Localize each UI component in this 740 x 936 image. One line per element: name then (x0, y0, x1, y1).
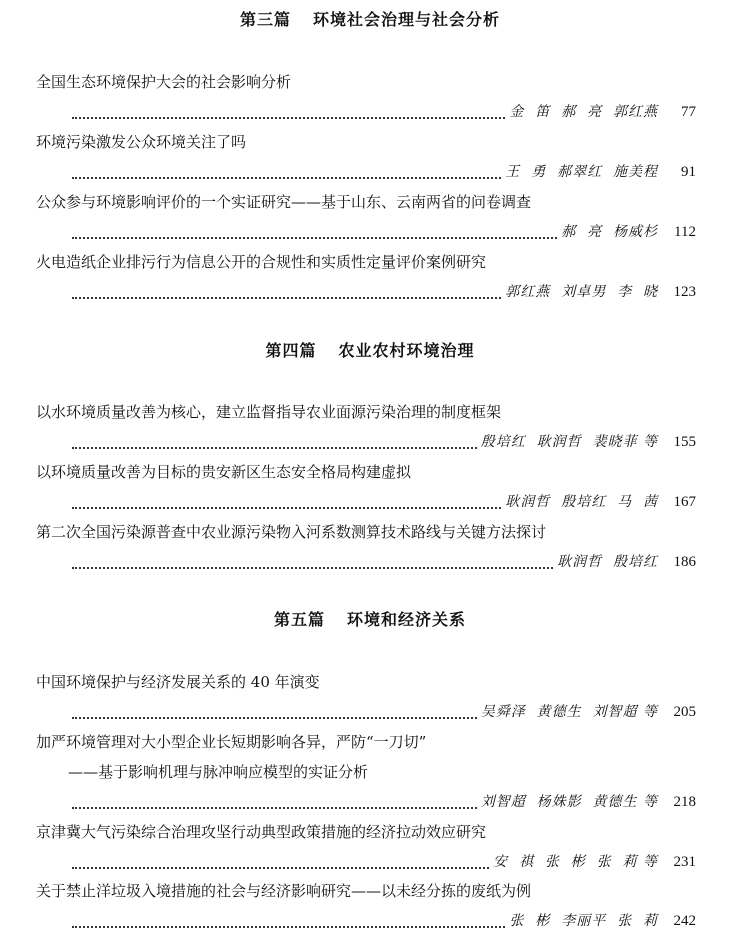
toc-entry[interactable] (36, 727, 696, 817)
section-name: 环境社会治理与社会分析 (313, 10, 501, 29)
entry-title[interactable]: 环境污染激发公众环境关注了吗 (36, 133, 247, 151)
entry-authors: 郭红燕 刘卓男 李 晓 (505, 284, 658, 300)
entry-leader (72, 697, 696, 727)
dot-leader (72, 547, 553, 569)
toc-entry[interactable] (36, 457, 696, 517)
entry-title[interactable]: 全国生态环境保护大会的社会影响分析 (36, 73, 292, 91)
section-number: 第四篇 (265, 341, 317, 360)
entry-page-number[interactable]: 186 (673, 554, 696, 570)
entry-authors: 张 彬 李丽平 张 莉 (509, 913, 658, 929)
toc-entry[interactable] (36, 187, 696, 247)
toc-entry[interactable] (36, 127, 696, 187)
entry-page-number[interactable]: 231 (673, 854, 696, 870)
entry-subtitle[interactable]: ——基于影响机理与脉冲响应模型的实证分析 (68, 763, 369, 781)
entry-authors: 殷培红 耿润哲 裴晓菲 等 (480, 434, 658, 450)
entry-title[interactable]: 火电造纸企业排污行为信息公开的合规性和实质性定量评价案例研究 (36, 253, 487, 271)
entry-page-number[interactable]: 123 (673, 284, 696, 300)
entry-title[interactable]: 中国环境保护与经济发展关系的 40 年演变 (36, 673, 320, 691)
entry-authors: 吴舜泽 黄德生 刘智超 等 (480, 704, 658, 720)
toc-entry[interactable] (36, 817, 696, 877)
entry-authors: 刘智超 杨姝影 黄德生 等 (480, 794, 658, 810)
entry-title[interactable]: 公众参与环境影响评价的一个实证研究——基于山东、云南两省的问卷调查 (36, 193, 532, 211)
entry-leader (72, 97, 696, 127)
toc-entry[interactable] (36, 517, 696, 577)
entry-page-number[interactable]: 205 (673, 704, 696, 720)
toc-entry[interactable] (36, 247, 696, 307)
toc-entry[interactable] (36, 67, 696, 127)
entry-authors: 耿润哲 殷培红 马 茜 (505, 494, 658, 510)
entry-leader (72, 427, 696, 457)
dot-leader (72, 427, 477, 449)
toc-entry[interactable] (36, 397, 696, 457)
entry-leader (72, 157, 696, 187)
section-4 (0, 340, 740, 362)
entry-page-number[interactable]: 218 (673, 794, 696, 810)
dot-leader (72, 157, 501, 179)
toc-entry[interactable] (36, 667, 696, 727)
toc-entry[interactable] (36, 876, 696, 936)
section-name: 环境和经济关系 (347, 610, 467, 629)
entry-title[interactable]: 关于禁止洋垃圾入境措施的社会与经济影响研究——以未经分拣的废纸为例 (36, 882, 532, 900)
dot-leader (72, 697, 477, 719)
entry-authors: 郝 亮 杨威杉 (561, 224, 658, 240)
dot-leader (72, 787, 477, 809)
entry-page-number[interactable]: 155 (673, 434, 696, 450)
entry-leader (72, 217, 696, 247)
entry-leader (72, 787, 696, 817)
section-title (0, 340, 740, 362)
entry-leader (72, 547, 696, 577)
dot-leader (72, 97, 505, 119)
entry-page-number[interactable]: 77 (681, 104, 696, 120)
section-title (0, 9, 740, 31)
entry-page-number[interactable]: 112 (674, 224, 696, 240)
entry-page-number[interactable]: 91 (681, 164, 696, 180)
entry-leader (72, 847, 696, 877)
section-name: 农业农村环境治理 (338, 341, 475, 360)
dot-leader (72, 847, 489, 869)
entry-leader (72, 277, 696, 307)
section-5 (0, 609, 740, 631)
section-number: 第五篇 (273, 610, 325, 629)
entry-title[interactable]: 京津冀大气污染综合治理攻坚行动典型政策措施的经济拉动效应研究 (36, 823, 487, 841)
section-3 (0, 9, 740, 31)
dot-leader (72, 906, 505, 928)
dot-leader (72, 277, 501, 299)
entry-authors: 耿润哲 殷培红 (557, 554, 658, 570)
entry-authors: 王 勇 郝翠红 施美程 (505, 164, 658, 180)
entry-title[interactable]: 加严环境管理对大小型企业长短期影响各异，严防“一刀切” (36, 733, 427, 751)
section-title (0, 609, 740, 631)
entry-page-number[interactable]: 167 (673, 494, 696, 510)
entry-authors: 安 祺 张 彬 张 莉 等 (493, 854, 658, 870)
entry-title[interactable]: 以环境质量改善为目标的贵安新区生态安全格局构建虚拟 (36, 463, 412, 481)
entry-title[interactable]: 第二次全国污染源普查中农业源污染物入河系数测算技术路线与关键方法探讨 (36, 523, 547, 541)
dot-leader (72, 487, 501, 509)
section-number: 第三篇 (239, 10, 291, 29)
dot-leader (72, 217, 557, 239)
entry-page-number[interactable]: 242 (673, 913, 696, 929)
entry-authors: 金 笛 郝 亮 郭红燕 (509, 104, 658, 120)
entry-leader (72, 487, 696, 517)
entry-title[interactable]: 以水环境质量改善为核心，建立监督指导农业面源污染治理的制度框架 (36, 403, 502, 421)
